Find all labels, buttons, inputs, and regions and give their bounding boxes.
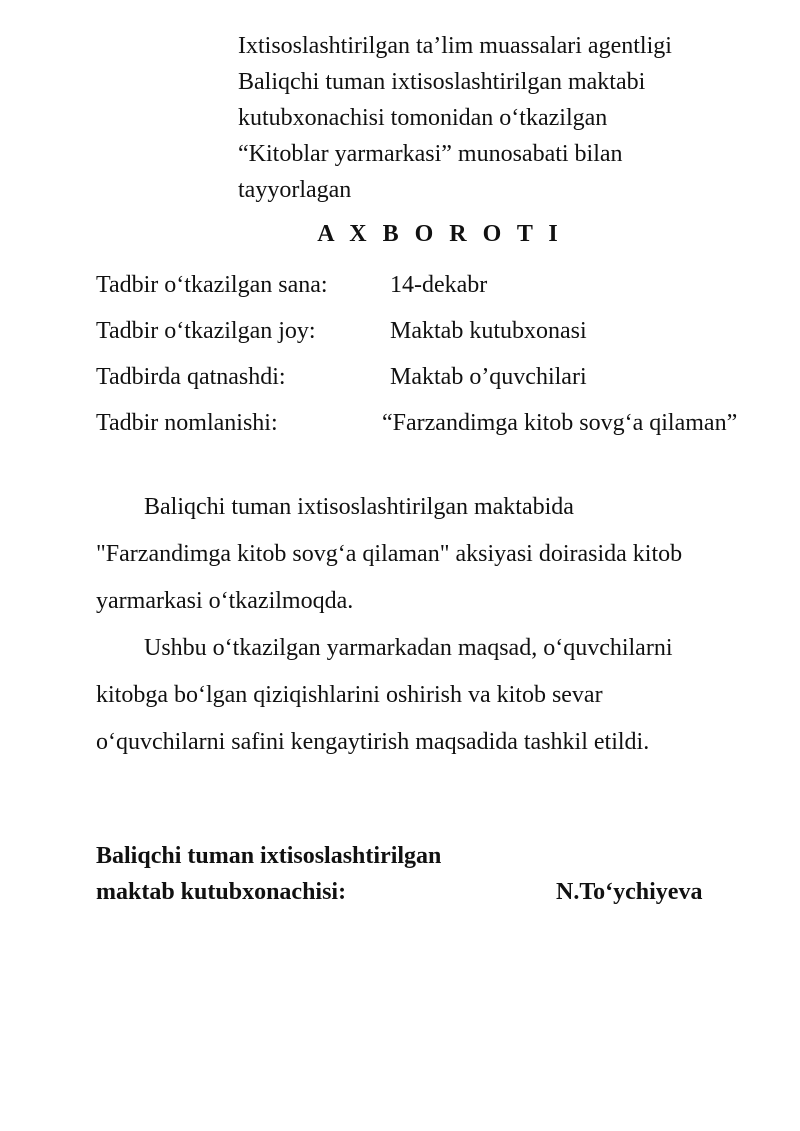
info-label: Tadbir nomlanishi: — [96, 410, 278, 436]
info-value: 14-dekabr — [390, 272, 488, 298]
signature-block — [96, 838, 736, 910]
paragraph-line: "Farzandimga kitob sovg‘a qilaman" aksiyasi doirasida kitob — [96, 541, 683, 567]
info-label: Tadbirda qatnashdi: — [96, 364, 286, 390]
paragraph-line: yarmarkasi o‘tkazilmoqda. — [96, 588, 354, 614]
paragraph-line: Ushbu o‘tkazilgan yarmarkadan maqsad, o‘quvchilarni — [144, 635, 673, 661]
info-label: Tadbir o‘tkazilgan joy: — [96, 318, 316, 344]
signature-line — [96, 838, 736, 874]
header-line: Baliqchi tuman ixtisoslashtirilgan maktabi — [238, 69, 646, 95]
signature-name: N.To‘ychiyeva — [556, 879, 703, 905]
document-title: A X B O R O T I — [317, 221, 563, 247]
info-row-date — [96, 272, 786, 318]
header-line: “Kitoblar yarmarkasi” munosabati bilan — [238, 141, 623, 167]
info-row-participants — [96, 364, 786, 410]
paragraph-line: o‘quvchilarni safini kengaytirish maqsadida tashkil etildi. — [96, 729, 650, 755]
header-line: Ixtisoslashtirilgan ta’lim muassalari agentligi — [238, 33, 672, 59]
info-row-name — [96, 410, 786, 456]
signature-title: Baliqchi tuman ixtisoslashtirilgan — [96, 843, 442, 869]
info-value: “Farzandimga kitob sovg‘a qilaman” — [382, 410, 738, 436]
paragraph-line: Baliqchi tuman ixtisoslashtirilgan maktabida — [144, 494, 574, 520]
header-line: tayyorlagan — [238, 177, 352, 203]
signature-role: maktab kutubxonachisi: — [96, 879, 347, 905]
event-info-table — [96, 272, 786, 456]
document-header — [238, 28, 778, 208]
info-value: Maktab o’quvchilari — [390, 364, 587, 390]
signature-line — [96, 874, 736, 910]
header-line: kutubxonachisi tomonidan o‘tkazilgan — [238, 105, 608, 131]
paragraph-line: kitobga bo‘lgan qiziqishlarini oshirish va kitob sevar — [96, 682, 603, 708]
body-text — [96, 484, 766, 766]
info-label: Tadbir o‘tkazilgan sana: — [96, 272, 328, 298]
info-value: Maktab kutubxonasi — [390, 318, 587, 344]
info-row-place — [96, 318, 786, 364]
